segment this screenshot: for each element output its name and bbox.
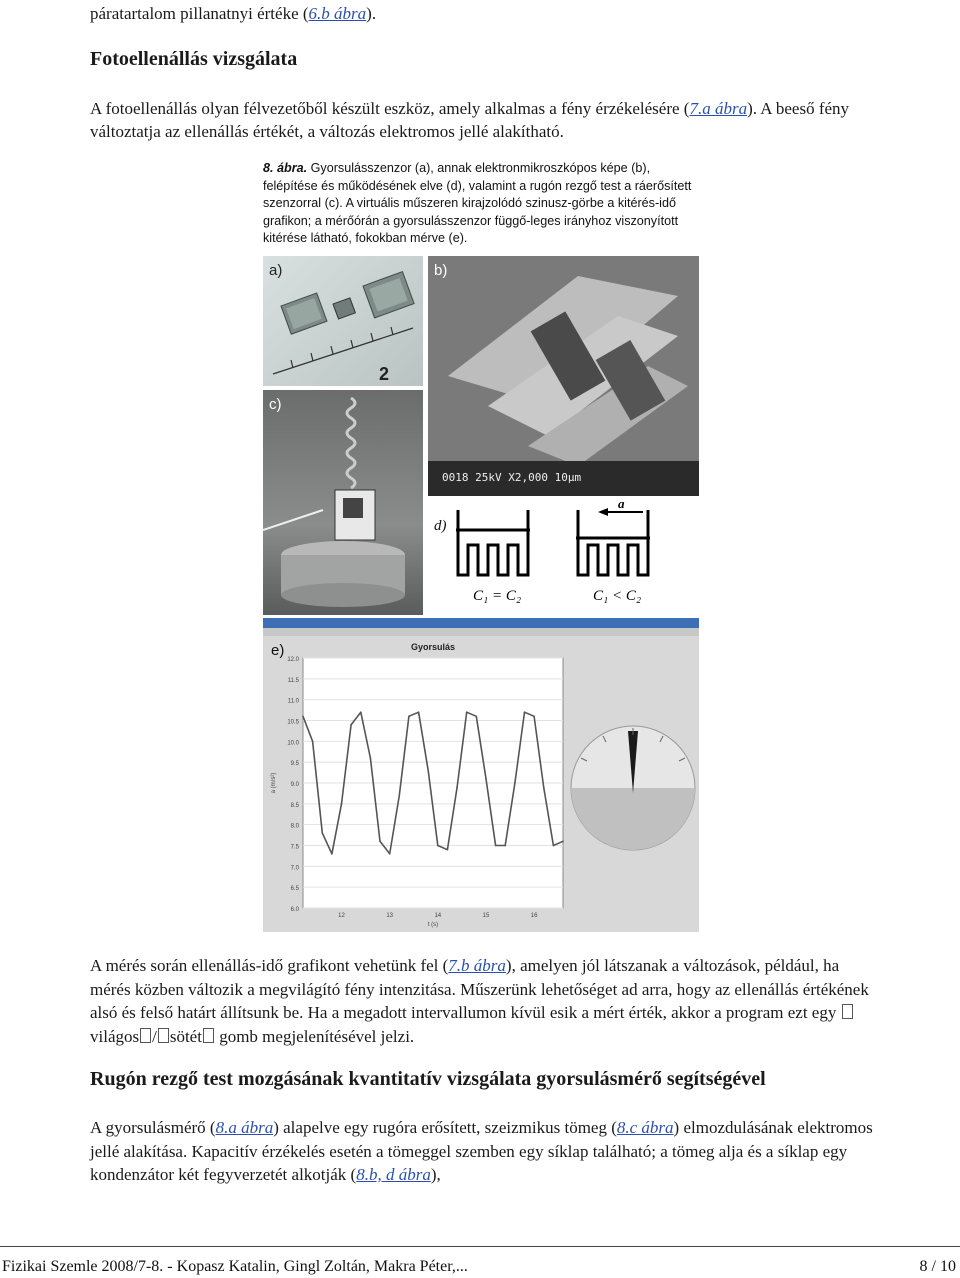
data-point xyxy=(476,716,478,718)
y-axis-label: a (m/s²) xyxy=(271,772,277,794)
word-light: világos xyxy=(90,1026,140,1046)
figure-link-8c[interactable]: 8.c ábra xyxy=(616,1118,674,1137)
equation-equal: C₁ = C₂ xyxy=(473,588,522,604)
data-point xyxy=(379,841,381,843)
y-tick-label: 6.0 xyxy=(290,907,299,913)
page-number: 8 / 10 xyxy=(919,1258,956,1275)
y-tick-label: 9.5 xyxy=(290,761,299,768)
spring-photo xyxy=(263,390,423,615)
data-point xyxy=(418,711,420,713)
panel-b-sem-image xyxy=(428,256,699,496)
data-point xyxy=(447,849,449,851)
x-tick-label: 15 xyxy=(482,913,490,919)
word-dark: sötét xyxy=(169,1026,202,1046)
data-point xyxy=(562,841,564,843)
data-point xyxy=(466,711,468,713)
data-point xyxy=(456,786,458,788)
data-point xyxy=(312,741,314,743)
capacitor-diagram xyxy=(428,500,699,615)
panel-d-diagram xyxy=(428,500,699,615)
data-point xyxy=(302,716,304,718)
para-text-end: gomb megjelenítésével jelzi. xyxy=(214,1026,415,1046)
missing-glyph-box xyxy=(842,1004,853,1019)
para-text: A mérés során ellenállás-idő grafikont vehetünk fel ( xyxy=(90,956,449,975)
caption-number: 8. ábra. xyxy=(263,161,308,175)
para-text-end: ). A beeső fény változtatja az ellenállás értékét, a változás elektromos jellé alakítható. xyxy=(90,99,850,141)
intro-text: páratartalom pillanatnyi értéke ( xyxy=(90,4,309,23)
data-point xyxy=(370,757,372,759)
panel-d-label: d) xyxy=(434,518,447,534)
footer-rule xyxy=(0,1246,960,1247)
sensor-photo xyxy=(263,256,423,386)
y-tick-label: 7.0 xyxy=(290,865,299,872)
data-point xyxy=(495,845,497,847)
data-point xyxy=(331,853,333,855)
panel-c-spring-photo xyxy=(263,390,423,615)
para-text-end: ), xyxy=(430,1165,441,1184)
x-tick-label: 16 xyxy=(530,913,538,919)
figure-link-8a[interactable]: 8.a ábra xyxy=(215,1118,274,1137)
caption-text: Gyorsulásszenzor (a), annak elektronmikroszkópos képe (b), felépítése és működésének elve (d), valamint a rugón rezgő test a ráerősített szenzorral (c). A virtuális műszeren kirajzolódó szinusz-görbe a kitérés-idő grafikon; a mérőórán a gyorsulásszenzor függő-leges irányhoz viszonyított kitérése látható, fokokban mérve (e). xyxy=(263,161,692,245)
para-text: ) elmozdulásának elektromos jellé alakítása. Kapacitív érzékelés esetén a tömeggel szemben egy síklap található; a tömeg alja és a síklap egy kondenzátor két fegyverzetét alkotják ( xyxy=(90,1118,873,1184)
equation-less: C₁ < C₂ xyxy=(593,588,642,604)
data-point xyxy=(485,778,487,780)
intro-line xyxy=(90,2,880,25)
section-heading-photoresistor: Fotoellenállás vizsgálata xyxy=(90,48,298,70)
para-text-mid: ), amelyen jól látszanak a változások, például, ha mérés közben változik a megvilágító fény intenzitása. Műszerünk lehetőséget ad arra, hogy az ellenállás értékének alsó és felső határt állítsunk be. Ha a megadott intervallumon kívül esik a mért érték, akkor a program ezt egy xyxy=(90,956,869,1022)
data-point xyxy=(533,716,535,718)
figure-link-6b[interactable]: 6.b ábra xyxy=(308,4,367,23)
panel-c-label: c) xyxy=(269,396,282,413)
panel-a-photo xyxy=(263,256,423,386)
data-point xyxy=(350,724,352,726)
sem-image xyxy=(428,256,699,496)
y-tick-label: 6.5 xyxy=(290,886,299,893)
y-tick-label: 9.0 xyxy=(290,782,299,788)
gauge xyxy=(568,723,698,853)
data-point xyxy=(389,853,391,855)
data-point xyxy=(360,711,362,713)
data-point xyxy=(427,770,429,772)
diagram-arrow-label: a xyxy=(618,500,625,511)
data-point xyxy=(408,716,410,718)
figure-link-7b[interactable]: 7.b ábra xyxy=(448,956,506,975)
data-point xyxy=(553,845,555,847)
y-tick-label: 8.5 xyxy=(290,802,299,809)
y-tick-label: 12.0 xyxy=(287,657,299,663)
chart-title: Gyorsulás xyxy=(410,642,456,652)
footer-citation: Fizikai Szemle 2008/7-8. - Kopasz Katalin, Gingl Zoltán, Makra Péter,... xyxy=(2,1258,468,1275)
data-point xyxy=(437,845,439,847)
panel-b-label: b) xyxy=(434,262,448,279)
paragraph-photoresistor xyxy=(90,97,880,143)
sem-scale-bar: 0018 25kV X2,000 10µm xyxy=(442,471,582,484)
data-point xyxy=(321,832,323,834)
para-text: ) alapelve egy rugóra erősített, szeizmikus tömeg ( xyxy=(273,1118,617,1137)
para-text: A fotoellenállás olyan félvezetőből készült eszköz, amely alkalmas a fény érzékelésére ( xyxy=(90,99,690,118)
y-tick-label: 10.0 xyxy=(287,740,299,747)
figure-link-7a[interactable]: 7.a ábra xyxy=(689,99,748,118)
section-heading-spring: Rugón rezgő test mozgásának kvantitatív vizsgálata gyorsulásmérő segítségével xyxy=(90,1068,766,1090)
y-tick-label: 8.0 xyxy=(290,823,299,830)
y-tick-label: 11.5 xyxy=(287,677,299,684)
data-point xyxy=(504,845,506,847)
missing-glyph-box xyxy=(140,1028,151,1043)
panel-e-label: e) xyxy=(271,642,285,659)
figure-caption xyxy=(263,160,699,248)
x-axis-label: t (s) xyxy=(427,922,439,928)
window-titlebar xyxy=(263,618,699,628)
x-tick-label: 14 xyxy=(434,913,442,919)
data-point xyxy=(398,795,400,797)
data-point xyxy=(524,711,526,713)
figure-link-8bd[interactable]: 8.b, d ábra xyxy=(356,1165,431,1184)
y-tick-label: 7.5 xyxy=(290,844,299,851)
y-tick-label: 11.0 xyxy=(287,698,299,705)
data-point xyxy=(341,803,343,805)
x-tick-label: 13 xyxy=(386,913,394,919)
intro-text-end: ). xyxy=(366,4,377,23)
missing-glyph-box xyxy=(203,1028,214,1043)
missing-glyph-box xyxy=(158,1028,169,1043)
ruler-number: 2 xyxy=(379,364,390,384)
panel-e-software xyxy=(263,618,699,932)
data-point xyxy=(543,786,545,788)
x-tick-label: 12 xyxy=(338,913,345,919)
figure-8 xyxy=(263,160,699,932)
paragraph-measurement xyxy=(90,954,880,1048)
window-menubar xyxy=(263,628,699,636)
paragraph-accelerometer xyxy=(90,1116,880,1187)
panel-a-label: a) xyxy=(269,262,283,279)
slash: / xyxy=(152,1026,157,1046)
para-text: A gyorsulásmérő ( xyxy=(90,1118,216,1137)
data-point xyxy=(514,782,516,784)
y-tick-label: 10.5 xyxy=(287,719,299,726)
